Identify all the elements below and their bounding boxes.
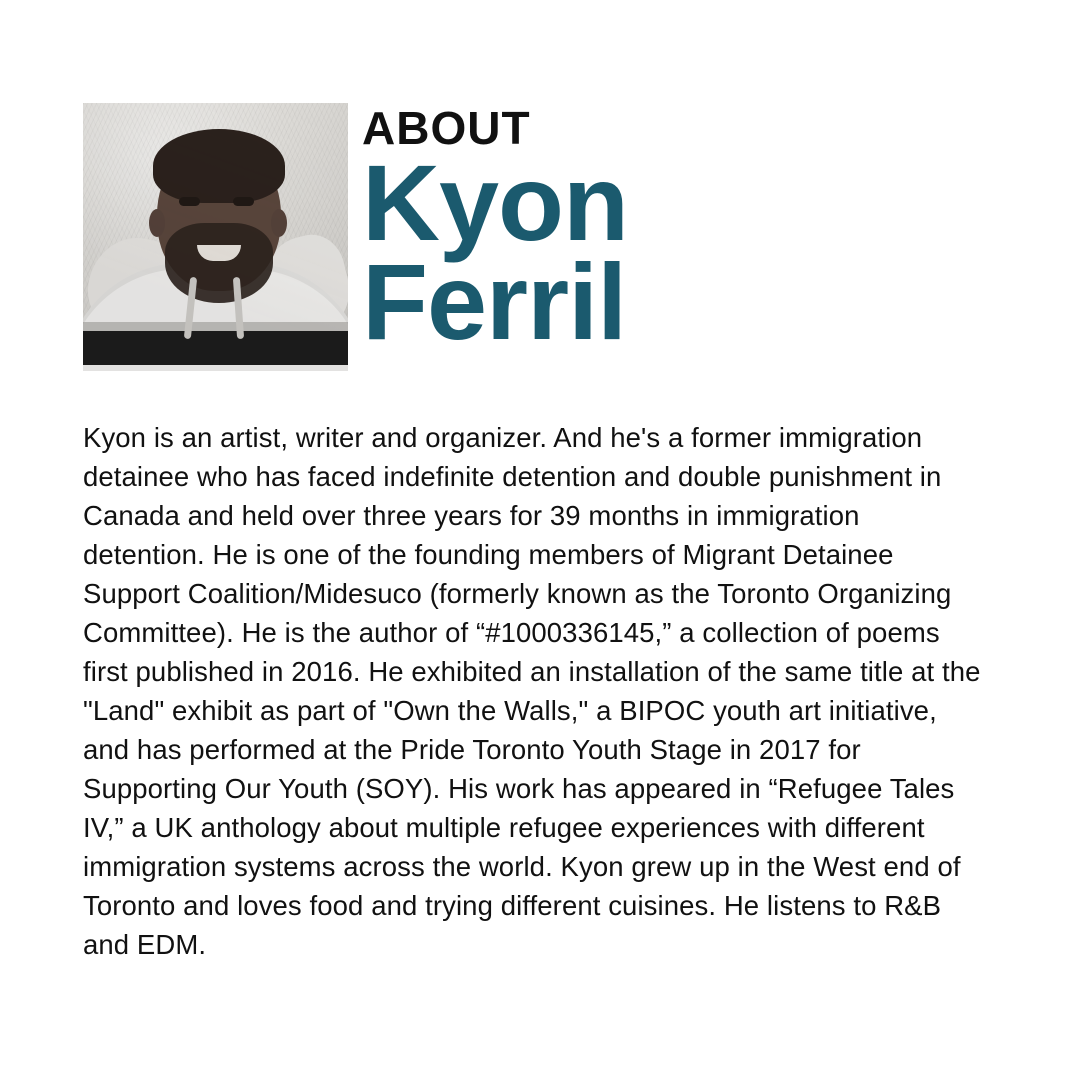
name-first: Kyon bbox=[362, 142, 628, 263]
portrait-shading bbox=[83, 103, 348, 371]
header-block bbox=[83, 103, 997, 371]
title-group bbox=[362, 102, 628, 363]
page-title bbox=[362, 142, 628, 363]
portrait-photo bbox=[83, 103, 348, 371]
about-label: ABOUT bbox=[362, 102, 531, 154]
bio-paragraph: Kyon is an artist, writer and organizer. And he's a former immigration detainee who has faced indefinite detention and double punishment in Canada and held over three years for 39 months in immigration detention. He is one of the founding members of Migrant Detainee Support Coalition/Midesuco (formerly known as the Toronto Organizing Committee). He is the author of “#1000336145,” a collection of poems first published in 2016. He exhibited an installation of the same title at the "Land" exhibit as part of "Own the Walls," a BIPOC youth art initiative, and has performed at the Pride Toronto Youth Stage in 2017 for Supporting Our Youth (SOY). His work has appeared in “Refugee Tales IV,” a UK anthology about multiple refugee experiences with different immigration systems across the world. Kyon grew up in the West end of Toronto and loves food and trying different cuisines. He listens to R&B and EDM. bbox=[83, 421, 981, 961]
name-last: Ferril bbox=[362, 241, 627, 363]
